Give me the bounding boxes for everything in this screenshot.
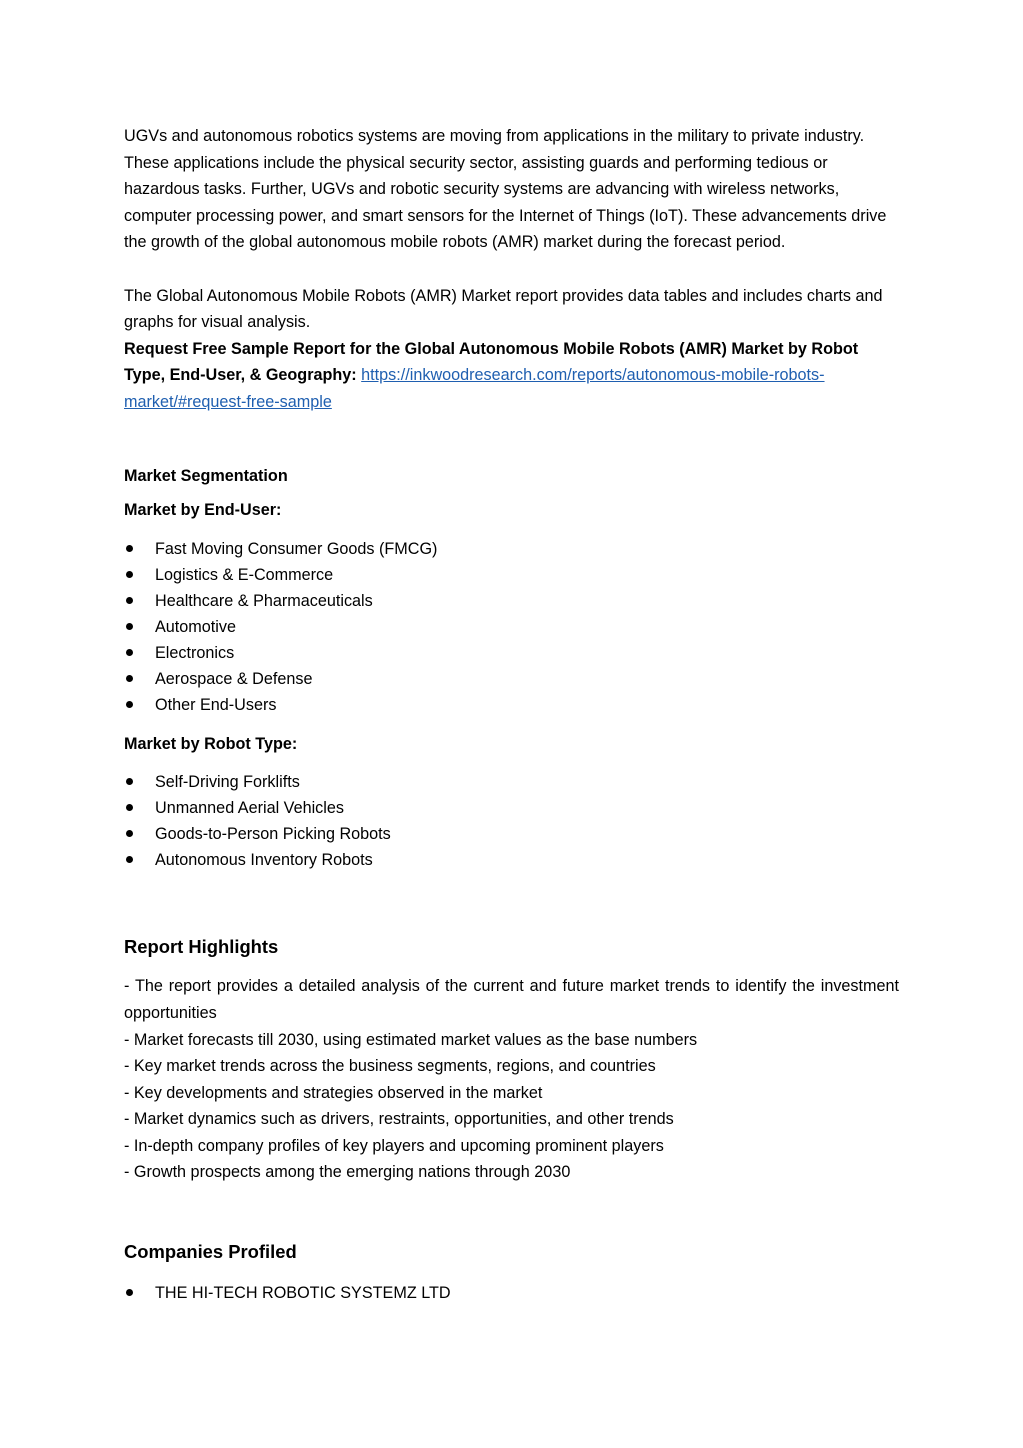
highlight-item: - Key developments and strategies observed in the market bbox=[124, 1083, 543, 1102]
bullet-icon bbox=[126, 804, 133, 811]
list-item: Autonomous Inventory Robots bbox=[124, 847, 899, 873]
list-item: Aerospace & Defense bbox=[124, 666, 899, 692]
spacer bbox=[124, 1186, 899, 1239]
spacer bbox=[124, 416, 899, 463]
bullet-icon bbox=[126, 701, 133, 708]
list-item: Logistics & E-Commerce bbox=[124, 562, 899, 588]
list-item: Healthcare & Pharmaceuticals bbox=[124, 588, 899, 614]
list-item: Unmanned Aerial Vehicles bbox=[124, 795, 899, 821]
bullet-icon bbox=[126, 856, 133, 863]
robot-type-title: Market by Robot Type: bbox=[124, 734, 298, 753]
robot-type-list bbox=[124, 769, 899, 873]
bullet-icon bbox=[126, 830, 133, 837]
bullet-icon bbox=[126, 1289, 133, 1296]
bullet-icon bbox=[126, 649, 133, 656]
bullet-icon bbox=[126, 545, 133, 552]
report-highlights-title: Report Highlights bbox=[124, 936, 279, 958]
sample-request bbox=[124, 336, 899, 416]
segmentation-title: Market Segmentation bbox=[124, 466, 288, 485]
intro-paragraph: UGVs and autonomous robotics systems are moving from applications in the military to private industry. These applications include the physical security sector, assisting guards and performing tedious or hazardous tasks. Further, UGVs and robotic security systems are advancing with wireless networks, computer processing power, and smart sensors for the Internet of Things (IoT). These advancements drive the growth of the global autonomous mobile robots (AMR) market during the forecast period. bbox=[124, 127, 887, 252]
end-user-list bbox=[124, 536, 899, 718]
companies-profiled-title: Companies Profiled bbox=[124, 1241, 297, 1263]
bullet-icon bbox=[126, 675, 133, 682]
spacer bbox=[124, 881, 899, 934]
bullet-icon bbox=[126, 597, 133, 604]
highlight-item: - Market forecasts till 2030, using estimated market values as the base numbers bbox=[124, 1030, 698, 1049]
document-page bbox=[124, 123, 899, 1314]
sample-request-label: Request Free Sample Report for the Global Autonomous Mobile Robots (AMR) Market by Robot Type, End-User, & Geography: bbox=[124, 339, 859, 385]
list-item: Goods-to-Person Picking Robots bbox=[124, 821, 899, 847]
companies-list bbox=[124, 1280, 899, 1306]
bullet-icon bbox=[126, 571, 133, 578]
list-item: THE HI-TECH ROBOTIC SYSTEMZ LTD bbox=[124, 1280, 899, 1306]
highlight-item: - Market dynamics such as drivers, restraints, opportunities, and other trends bbox=[124, 1110, 674, 1129]
list-item: Automotive bbox=[124, 614, 899, 640]
highlight-item: - Key market trends across the business segments, regions, and countries bbox=[124, 1057, 656, 1076]
bullet-icon bbox=[126, 623, 133, 630]
highlights-list bbox=[124, 973, 899, 1186]
bullet-icon bbox=[126, 778, 133, 785]
end-user-title: Market by End-User: bbox=[124, 501, 282, 520]
highlight-item: - The report provides a detailed analysis of the current and future market trends to identify the investment opportunities bbox=[124, 977, 899, 1022]
sample-request-link[interactable]: https://inkwoodresearch.com/reports/autonomous-mobile-robots-market/#request-free-sample bbox=[124, 366, 825, 411]
list-item: Other End-Users bbox=[124, 692, 899, 718]
highlight-item: - Growth prospects among the emerging nations through 2030 bbox=[124, 1163, 571, 1182]
report-description: The Global Autonomous Mobile Robots (AMR) Market report provides data tables and includes charts and graphs for visual analysis. bbox=[124, 286, 883, 332]
highlight-item: - In-depth company profiles of key players and upcoming prominent players bbox=[124, 1136, 664, 1155]
list-item: Fast Moving Consumer Goods (FMCG) bbox=[124, 536, 899, 562]
list-item: Electronics bbox=[124, 640, 899, 666]
list-item: Self-Driving Forklifts bbox=[124, 769, 899, 795]
